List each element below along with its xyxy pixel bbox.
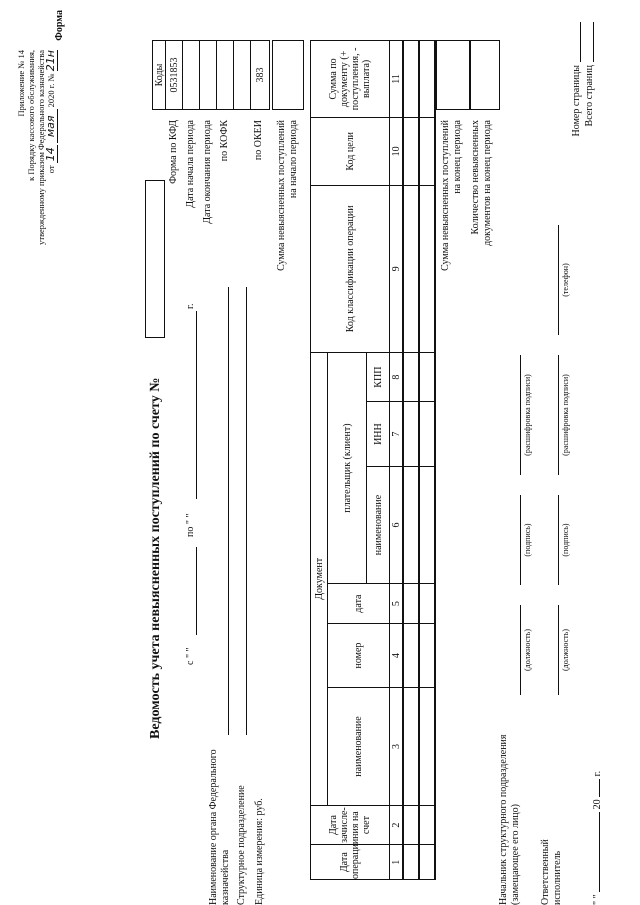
- page-info: [570, 65, 596, 136]
- document-title: Ведомость учета невыясненных поступлений по счету №: [148, 377, 163, 739]
- unit-measure-label: Единица измерения: руб.: [254, 798, 265, 905]
- head-position-line: [520, 605, 521, 695]
- executor-position-caption: (должность): [561, 629, 570, 671]
- executor-position-line: [558, 605, 559, 695]
- form-label: Форма: [54, 10, 65, 41]
- executor-phone-line: [558, 225, 559, 335]
- header-payer-kpp: КПП: [367, 352, 390, 402]
- treasury-name-line: [228, 287, 229, 735]
- period-end-code: [200, 41, 217, 110]
- period-end-label: Дата окончания периода: [202, 120, 213, 224]
- annex-approved: утвержденному приказом Федерального казначейства: [36, 50, 46, 245]
- codes-table: [152, 40, 270, 110]
- balance-end-box: [436, 40, 470, 110]
- head-position-caption: (должность): [523, 629, 532, 671]
- table-row: [419, 41, 435, 880]
- treasury-name-label: Наименование органа Федерального казначейства: [208, 749, 231, 905]
- table-row: [403, 41, 419, 880]
- header-op-date: Дата операции: [311, 845, 390, 880]
- executor-decoding-caption: (расшифровка подписи): [561, 374, 570, 456]
- kofk-label: по КОФК: [219, 120, 230, 162]
- handwritten-order-number: 21н: [44, 50, 57, 72]
- period-to-line: [196, 311, 197, 499]
- annex-procedure: к Порядку кассового обслуживания,: [26, 50, 36, 181]
- executor-label: Ответственный исполнитель: [540, 839, 563, 905]
- header-doc-name: наименование: [328, 688, 390, 806]
- period-start-label: Дата начала периода: [185, 120, 196, 208]
- head-signature-caption: (подпись): [523, 523, 532, 557]
- kofk-code: [217, 41, 234, 110]
- codes-labels: [165, 120, 267, 224]
- head-decoding-caption: (расшифровка подписи): [523, 374, 532, 456]
- period-from-line: [196, 547, 197, 635]
- okei-code: 383: [251, 41, 270, 110]
- codes-header: Коды: [153, 41, 166, 110]
- ledger-table: [310, 40, 436, 880]
- period-year: г.: [185, 303, 196, 309]
- header-document: Документ: [311, 352, 328, 805]
- balance-end-label: Сумма невыясненных поступлений на конец периода Количество невыясненных документов на конец периода: [440, 120, 493, 271]
- executor-phone-caption: (телефон): [561, 263, 570, 297]
- head-decoding-line: [520, 355, 521, 475]
- executor-signature-line: [558, 495, 559, 585]
- handwritten-day: 14: [44, 147, 57, 162]
- structural-unit-label: Структурное подразделение: [236, 785, 247, 905]
- header-payer-inn: ИНН: [367, 402, 390, 466]
- header-purpose-code: Код цели: [311, 117, 390, 185]
- annex-order-line: от 14 мая 2020 г. № 21н: [44, 50, 57, 174]
- executor-signature-caption: (подпись): [561, 523, 570, 557]
- header-payer: плательщик (клиент): [328, 352, 367, 583]
- document-count-box: [470, 40, 500, 110]
- header-amount: Сумма по документу (+ поступления, - выплата): [311, 41, 390, 118]
- header-credit-date: Дата зачисле-ния на счет: [311, 805, 390, 845]
- header-doc-date: дата: [328, 584, 390, 624]
- header-class-code: Код классификации операции: [311, 185, 390, 352]
- balance-start-label: Сумма невыясненных поступлений на начало периода: [276, 120, 299, 271]
- total-pages-label: Всего страниц: [584, 65, 595, 127]
- account-number-box: [145, 180, 165, 338]
- okei-blank: [234, 41, 251, 110]
- header-payer-name: наименование: [367, 466, 390, 584]
- kfd-code: 0531853: [166, 41, 183, 110]
- period-from: с " ": [185, 647, 196, 665]
- annex-number: Приложение № 14: [16, 50, 26, 117]
- handwritten-month: мая: [44, 109, 58, 143]
- period-to: по " ": [185, 513, 196, 537]
- page-number-line: [580, 22, 581, 62]
- executor-decoding-line: [558, 355, 559, 475]
- total-pages-line: [593, 22, 594, 62]
- head-signature-line: [520, 495, 521, 585]
- period-start-code: [183, 41, 200, 110]
- annex-header: [16, 50, 56, 245]
- page-number-label: Номер страницы: [571, 65, 582, 137]
- sign-date: " " 20 г.: [592, 770, 603, 905]
- head-of-unit-label: Начальник структурного подразделения (замещающее его лицо): [498, 734, 521, 905]
- structural-unit-line: [246, 287, 247, 735]
- kfd-label: Форма по КФД: [168, 120, 179, 184]
- okei-label: по ОКЕИ: [253, 120, 264, 161]
- header-doc-number: номер: [328, 623, 390, 687]
- balance-start-box: [272, 40, 304, 110]
- column-number-row: 1 2 3 4 5 6 7 8 9 10 11: [390, 41, 404, 880]
